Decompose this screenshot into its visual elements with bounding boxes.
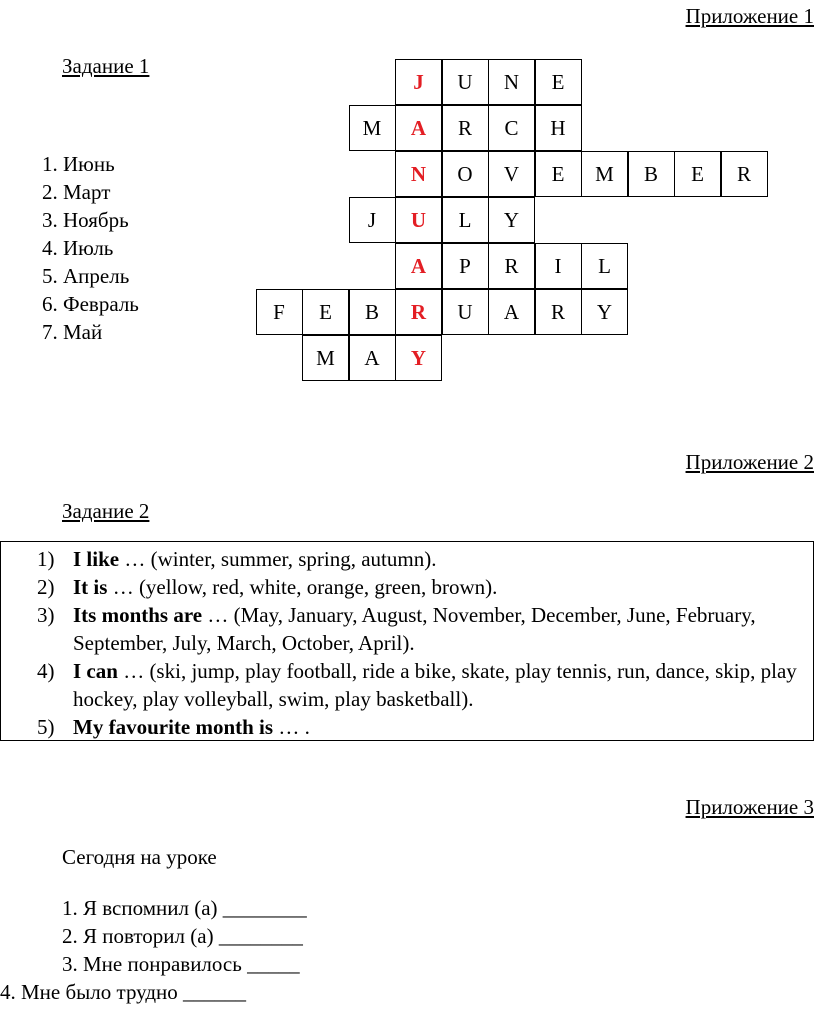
item-number: 1)	[37, 547, 55, 571]
item-number: 3)	[37, 603, 55, 627]
list-item: 2. Март	[63, 178, 139, 206]
crossword-cell: V	[488, 151, 535, 197]
task-2-box	[0, 541, 814, 741]
crossword-cell: E	[535, 151, 582, 197]
crossword-cell: B	[349, 289, 396, 335]
task-item-3	[37, 601, 807, 657]
crossword-key-cell: J	[395, 59, 442, 105]
item-options: … (ski, jump, play football, ride a bike, skate, play tennis, run, dance, skip, play hockey, play volleyball, swim, play basketball).	[73, 659, 797, 711]
item-number: 5)	[37, 715, 55, 739]
crossword-cell: P	[442, 243, 489, 289]
crossword-key-cell: Y	[395, 335, 442, 381]
crossword-cell: E	[302, 289, 349, 335]
crossword-cell: U	[442, 289, 489, 335]
crossword-key-cell: A	[395, 105, 442, 151]
crossword-cell: J	[349, 197, 396, 243]
reflection-line: 1. Я вспомнил (а) ________	[62, 896, 307, 920]
reflection-line: 4. Мне было трудно ______	[0, 980, 247, 1004]
item-prompt: I like	[73, 547, 120, 571]
crossword-cell: R	[442, 105, 489, 151]
list-item: 3. Ноябрь	[63, 206, 139, 234]
crossword-key-cell: A	[395, 243, 442, 289]
task-2-title: Задание 2	[62, 499, 150, 523]
crossword-cell: M	[302, 335, 349, 381]
list-item: 7. Май	[63, 318, 139, 346]
task-1-title: Задание 1	[62, 54, 150, 78]
crossword-cell: E	[535, 59, 582, 105]
crossword-cell: N	[488, 59, 535, 105]
crossword-key-cell: R	[395, 289, 442, 335]
crossword-cell: U	[442, 59, 489, 105]
list-item: 5. Апрель	[63, 262, 139, 290]
item-options: … (May, January, August, November, December, June, February, September, July, March, October, April).	[73, 603, 756, 655]
crossword-key-cell: U	[395, 197, 442, 243]
list-item: 6. Февраль	[63, 290, 139, 318]
crossword-cell: R	[721, 151, 768, 197]
item-prompt: I can	[73, 659, 118, 683]
crossword-cell: R	[535, 289, 582, 335]
task-item-1	[37, 545, 807, 573]
item-options: … (yellow, red, white, orange, green, brown).	[107, 575, 498, 599]
crossword-grid	[0, 0, 816, 400]
appendix-3-heading: Приложение 3	[685, 795, 814, 819]
crossword-key-cell: N	[395, 151, 442, 197]
item-prompt: It is	[73, 575, 108, 599]
crossword-cell: B	[628, 151, 675, 197]
crossword-cell: O	[442, 151, 489, 197]
reflection-line: 2. Я повторил (а) ________	[62, 924, 303, 948]
appendix-1-heading: Приложение 1	[685, 4, 814, 28]
list-item: 1. Июнь	[63, 150, 139, 178]
list-item: 4. Июль	[63, 234, 139, 262]
task-item-4	[37, 657, 807, 713]
crossword-cell: F	[256, 289, 303, 335]
item-options: … .	[273, 715, 310, 739]
crossword-cell: R	[488, 243, 535, 289]
crossword-cell: Y	[488, 197, 535, 243]
appendix-2-heading: Приложение 2	[685, 450, 814, 474]
item-prompt: My favourite month is	[73, 715, 274, 739]
crossword-cell: A	[349, 335, 396, 381]
item-prompt: Its months are	[73, 603, 203, 627]
task-item-2	[37, 573, 807, 601]
crossword-cell: M	[581, 151, 628, 197]
task-item-5	[37, 713, 807, 741]
crossword-cell: Y	[581, 289, 628, 335]
item-number: 4)	[37, 659, 55, 683]
crossword-cell: C	[488, 105, 535, 151]
crossword-cell: H	[535, 105, 582, 151]
reflection-title: Сегодня на уроке	[62, 845, 217, 869]
crossword-cell: A	[488, 289, 535, 335]
crossword-cell: I	[535, 243, 582, 289]
crossword-cell: E	[674, 151, 721, 197]
crossword-cell: L	[581, 243, 628, 289]
reflection-line: 3. Мне понравилось _____	[62, 952, 300, 976]
item-options: … (winter, summer, spring, autumn).	[119, 547, 437, 571]
crossword-cell: M	[349, 105, 396, 151]
item-number: 2)	[37, 575, 55, 599]
crossword-cell: L	[442, 197, 489, 243]
